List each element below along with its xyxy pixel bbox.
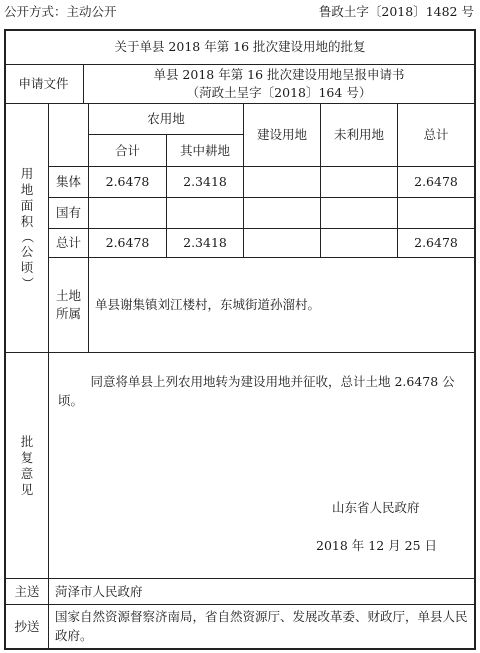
location-label <box>49 258 88 352</box>
approval-text: 同意将单县上列农用地转为建设用地并征收，总计土地 2.6478 公顷。 <box>58 374 455 408</box>
area-side-char: （ <box>20 230 35 244</box>
cell-unused <box>321 167 397 197</box>
send-to-value: 菏泽市人民政府 <box>55 583 143 599</box>
cell-unused <box>321 198 397 228</box>
cell-construction <box>244 167 320 197</box>
header-cultivated: 其中耕地 <box>179 142 230 158</box>
table-border-right <box>474 29 476 650</box>
disclosure-mode: 公开方式：主动公开 <box>4 4 117 19</box>
location-label-line: 土地 <box>55 288 81 303</box>
application-label: 申请文件 <box>18 76 69 91</box>
location-label-line: 所属 <box>55 306 81 321</box>
area-side-label <box>6 104 48 352</box>
row-label: 总计 <box>55 235 81 250</box>
approval-side-label <box>6 353 48 578</box>
header-unused: 未利用地 <box>333 127 384 142</box>
application-line-2: （菏政土呈字〔2018〕164 号） <box>186 85 372 100</box>
divider-area <box>4 352 476 353</box>
divider-approval-side <box>48 352 49 578</box>
issuing-authority: 山东省人民政府 <box>332 500 420 515</box>
divider-send-to <box>4 604 476 605</box>
area-side-char: 顷 <box>20 260 34 275</box>
approval-side-char: 批 <box>20 433 34 449</box>
cell-cultivated: 2.3418 <box>183 235 227 250</box>
approval-side-char: 意 <box>20 465 34 481</box>
row-label: 集体 <box>55 174 81 189</box>
area-side-char: 公 <box>20 244 34 259</box>
send-to-label: 主送 <box>14 583 40 599</box>
cell-total <box>398 198 474 228</box>
cell-total: 2.6478 <box>414 235 458 250</box>
location-value: 单县谢集镇刘江楼村，东城街道孙溜村。 <box>95 297 321 312</box>
area-side-char: 面 <box>20 198 34 213</box>
cell-subtotal: 2.6478 <box>105 174 150 189</box>
header-total: 总计 <box>423 127 449 142</box>
header-subtotal: 合计 <box>114 142 140 158</box>
area-side-char: 积 <box>20 214 34 229</box>
approval-side-char: 见 <box>20 481 34 497</box>
cell-unused <box>321 229 397 257</box>
area-side-char: 用 <box>20 166 34 181</box>
area-side-char: ） <box>20 276 35 290</box>
document-title: 关于单县 2018 年第 16 批次建设用地的批复 <box>114 39 366 54</box>
cell-subtotal <box>89 198 166 228</box>
row-label: 国有 <box>55 205 81 220</box>
document-number: 鲁政土字〔2018〕1482 号 <box>318 4 474 19</box>
header-farmland: 农用地 <box>147 111 185 126</box>
approval-side-char: 复 <box>20 449 34 465</box>
area-side-char: 地 <box>20 182 34 197</box>
application-line-1: 单县 2018 年第 16 批次建设用地呈报申请书 <box>153 67 405 82</box>
cell-construction <box>244 229 320 257</box>
cell-cultivated: 2.3418 <box>183 174 227 189</box>
cell-subtotal: 2.6478 <box>105 235 150 250</box>
table-border-bottom <box>4 648 476 650</box>
cell-construction <box>244 198 320 228</box>
header-construction: 建设用地 <box>256 127 307 142</box>
cc-value: 国家自然资源督察济南局，省自然资源厅、发展改革委、财政厅，单县人民政府。 <box>55 609 468 643</box>
cell-total: 2.6478 <box>414 174 458 189</box>
cc-label: 抄送 <box>14 618 40 634</box>
cell-cultivated <box>167 198 243 228</box>
application-document <box>84 65 474 103</box>
approval-date: 2018 年 12 月 25 日 <box>316 538 437 553</box>
